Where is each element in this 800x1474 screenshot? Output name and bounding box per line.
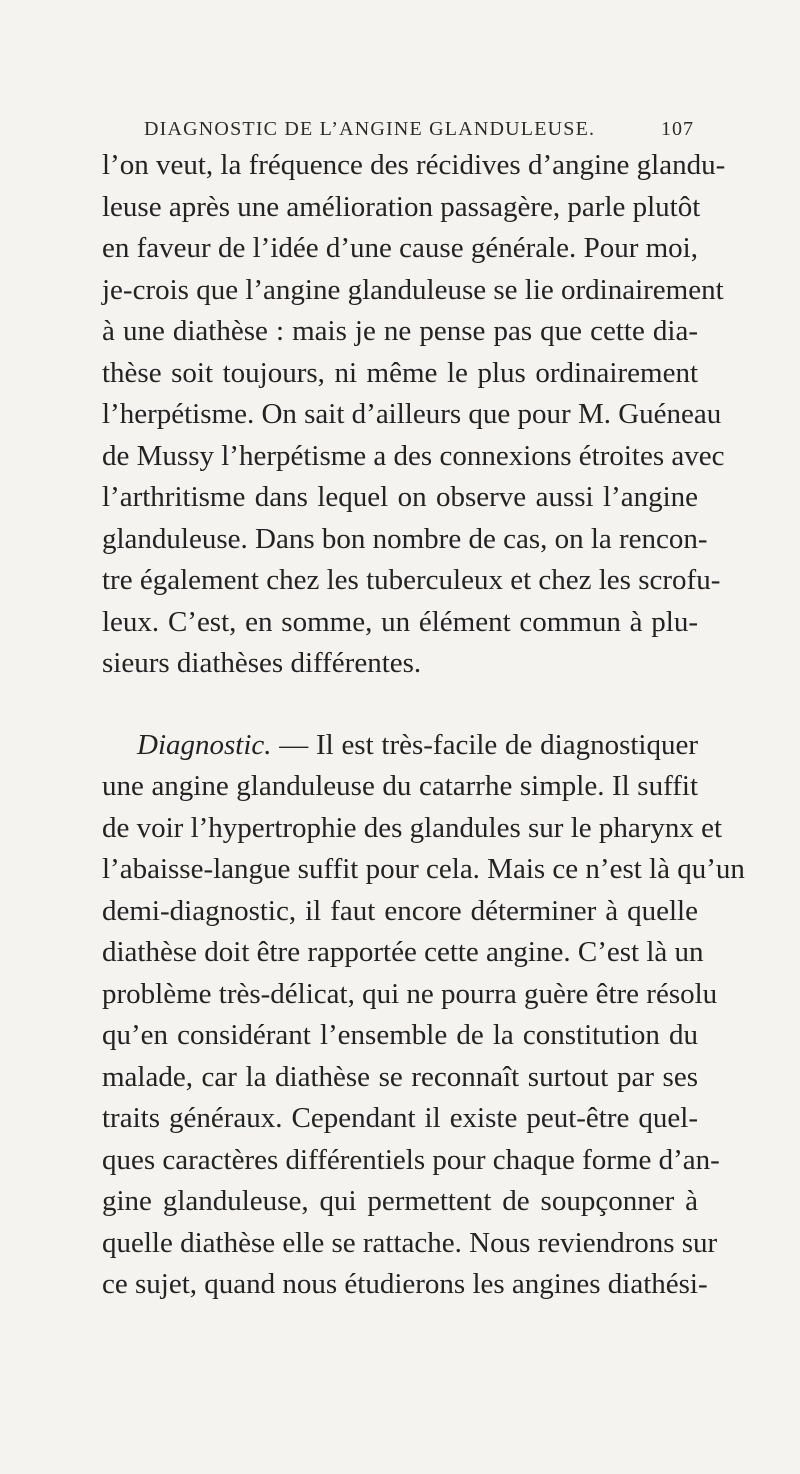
text-line: je-crois que l’angine glanduleuse se lie ordinairement (102, 273, 724, 306)
text-line: glanduleuse. Dans bon nombre de cas, on la rencon- (102, 522, 708, 555)
text-line: ce sujet, quand nous étudierons les angines diathési- (102, 1268, 708, 1300)
running-head (144, 118, 694, 146)
text-line: sieurs diathèses différentes. (102, 647, 422, 679)
text-line: leux. C’est, en somme, un élément commun à plu- (102, 605, 698, 638)
paragraph-2 (102, 725, 745, 1306)
text-line: thèse soit toujours, ni même le plus ordinairement (102, 356, 698, 389)
heading-line-text: — Il est très-facile de diagnostiquer (271, 728, 698, 761)
text-line: diathèse doit être rapportée cette angine. C’est là un (102, 936, 704, 968)
text-line: gine glanduleuse, qui permettent de soupçonner à (102, 1185, 698, 1217)
body-text (102, 145, 745, 1306)
text-line: en faveur de l’idée d’une cause générale. Pour moi, (102, 232, 698, 264)
page-number: 107 (661, 118, 694, 140)
section-heading: Diagnostic. (137, 728, 272, 761)
text-line: malade, car la diathèse se reconnaît surtout par ses (102, 1060, 698, 1093)
text-line: demi-diagnostic, il faut encore déterminer à quelle (102, 894, 698, 927)
text-line: de voir l’hypertrophie des glandules sur le pharynx et (102, 811, 723, 844)
text-line: qu’en considérant l’ensemble de la constitution du (102, 1019, 698, 1051)
running-head-title: DIAGNOSTIC DE L’ANGINE GLANDULEUSE. (144, 118, 596, 140)
text-line: leuse après une amélioration passagère, parle plutôt (102, 190, 701, 223)
text-line: l’arthritisme dans lequel on observe aussi l’angine (102, 481, 698, 513)
text-line: l’herpétisme. On sait d’ailleurs que pour M. Guéneau (102, 398, 722, 430)
text-line: de Mussy l’herpétisme a des connexions étroites avec (102, 439, 725, 472)
paragraph-1 (102, 145, 726, 685)
text-line: tre également chez les tuberculeux et chez les scrofu- (102, 564, 721, 596)
paragraph-gap (102, 685, 698, 725)
text-line: une angine glanduleuse du catarrhe simple. Il suffit (102, 770, 698, 802)
text-line: problème très-délicat, qui ne pourra guère être résolu (102, 977, 718, 1010)
text-line-with-heading (102, 725, 698, 767)
text-line: l’abaisse-langue suffit pour cela. Mais ce n’est là qu’un (102, 853, 745, 885)
text-line: l’on veut, la fréquence des récidives d’angine glandu- (102, 149, 726, 181)
text-line: ques caractères différentiels pour chaque forme d’an- (102, 1143, 720, 1176)
text-line: à une diathèse : mais je ne pense pas que cette dia- (102, 315, 698, 347)
text-line: traits généraux. Cependant il existe peut-être quel- (102, 1102, 698, 1134)
text-line: quelle diathèse elle se rattache. Nous reviendrons sur (102, 1226, 718, 1259)
